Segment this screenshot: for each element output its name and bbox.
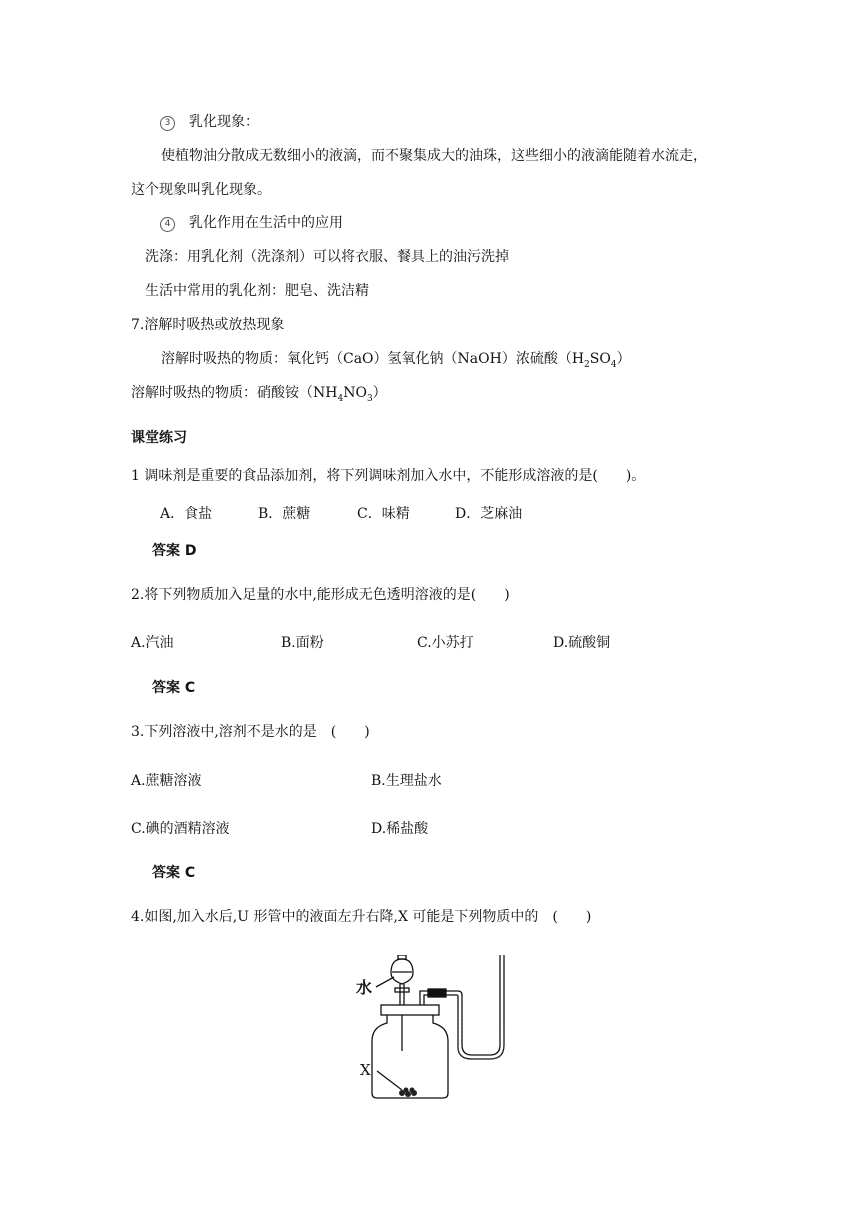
practice-title: 课堂练习 [131, 430, 187, 446]
q3-option-d: D.稀盐酸 [371, 821, 429, 837]
q2-option-a: A.汽油 [131, 635, 174, 651]
rubber-connector [428, 989, 446, 997]
q4-stem: 4.如图,加入水后,U 形管中的液面左升右降,X 可能是下列物质中的 ( ) [131, 909, 592, 925]
s7-line1-text-b: SO [589, 351, 611, 367]
s7-line2-text-c: ） [372, 385, 387, 401]
section-7-title: 7.溶解时吸热或放热现象 [131, 317, 285, 333]
s7-line1-sub-a: 2 [584, 359, 590, 370]
section-4-heading [160, 214, 343, 232]
q2-option-d: D.硫酸铜 [553, 635, 611, 651]
s7-line1-text-c: ） [616, 351, 631, 367]
q1-option-c: C．味精 [357, 506, 410, 522]
s7-line2-text-b: NO [343, 385, 367, 401]
q3-answer: 答案 C [152, 865, 196, 881]
x-pellets [399, 1088, 417, 1098]
delivery-tube-bottom [424, 955, 504, 1059]
s7-line2-text-a: 溶解时吸热的物质：硝酸铵（NH [131, 385, 338, 401]
x-label: X [360, 1061, 371, 1079]
section-3-paragraph-line-1: 使植物油分散成无数细小的液滴，而不聚集成大的油珠，这些细小的液滴能随着水流走， [161, 148, 707, 164]
apparatus-figure [350, 955, 520, 1105]
circled-number-3: 3 [160, 116, 175, 131]
q1-option-d: D．芝麻油 [455, 506, 523, 522]
q1-answer: 答案 D [152, 543, 197, 559]
bottle-stopper [381, 1005, 439, 1015]
funnel-valve [395, 988, 409, 992]
circled-number-4: 4 [160, 217, 175, 232]
funnel-stopper [398, 955, 406, 959]
section-3-title: 乳化现象： [189, 114, 259, 130]
q1-stem: 1 调味剂是重要的食品添加剂，将下列调味剂加入水中，不能形成溶液的是( )。 [131, 468, 646, 484]
bottle-neck [372, 1015, 448, 1098]
section-7-line-1 [161, 350, 631, 374]
q3-stem: 3.下列溶液中,溶剂不是水的是 ( ) [131, 724, 370, 740]
s7-line2-sub-a: 4 [337, 393, 344, 404]
q1-option-b: B．蔗糖 [258, 506, 311, 522]
section-3-heading [160, 113, 259, 131]
water-pointer-line [376, 977, 394, 987]
section-3-paragraph-line-2: 这个现象叫乳化现象。 [131, 182, 271, 198]
x-pointer-line [377, 1071, 402, 1090]
section-4-title: 乳化作用在生活中的应用 [189, 215, 343, 231]
section-7-line-2 [131, 384, 387, 408]
q3-option-a: A.蔗糖溶液 [131, 773, 202, 789]
q3-option-c: C.碘的酒精溶液 [131, 821, 230, 837]
section-4-line-2: 生活中常用的乳化剂：肥皂、洗洁精 [145, 283, 369, 299]
q1-option-a: A．食盐 [160, 506, 213, 522]
q2-stem: 2.将下列物质加入足量的水中,能形成无色透明溶液的是( ) [131, 587, 510, 603]
q3-option-b: B.生理盐水 [371, 773, 442, 789]
s7-line1-text-a: 溶解时吸热的物质：氧化钙（CaO）氢氧化钠（NaOH）浓硫酸（H [161, 351, 585, 367]
s7-line2-sub-b: 3 [366, 393, 373, 404]
s7-line1-sub-b: 4 [610, 359, 617, 370]
q2-option-c: C.小苏打 [417, 635, 474, 651]
water-label: 水 [356, 978, 373, 997]
q2-option-b: B.面粉 [281, 635, 324, 651]
q2-answer: 答案 C [152, 680, 196, 696]
section-4-line-1: 洗涤：用乳化剂（洗涤剂）可以将衣服、餐具上的油污洗掉 [145, 249, 509, 265]
